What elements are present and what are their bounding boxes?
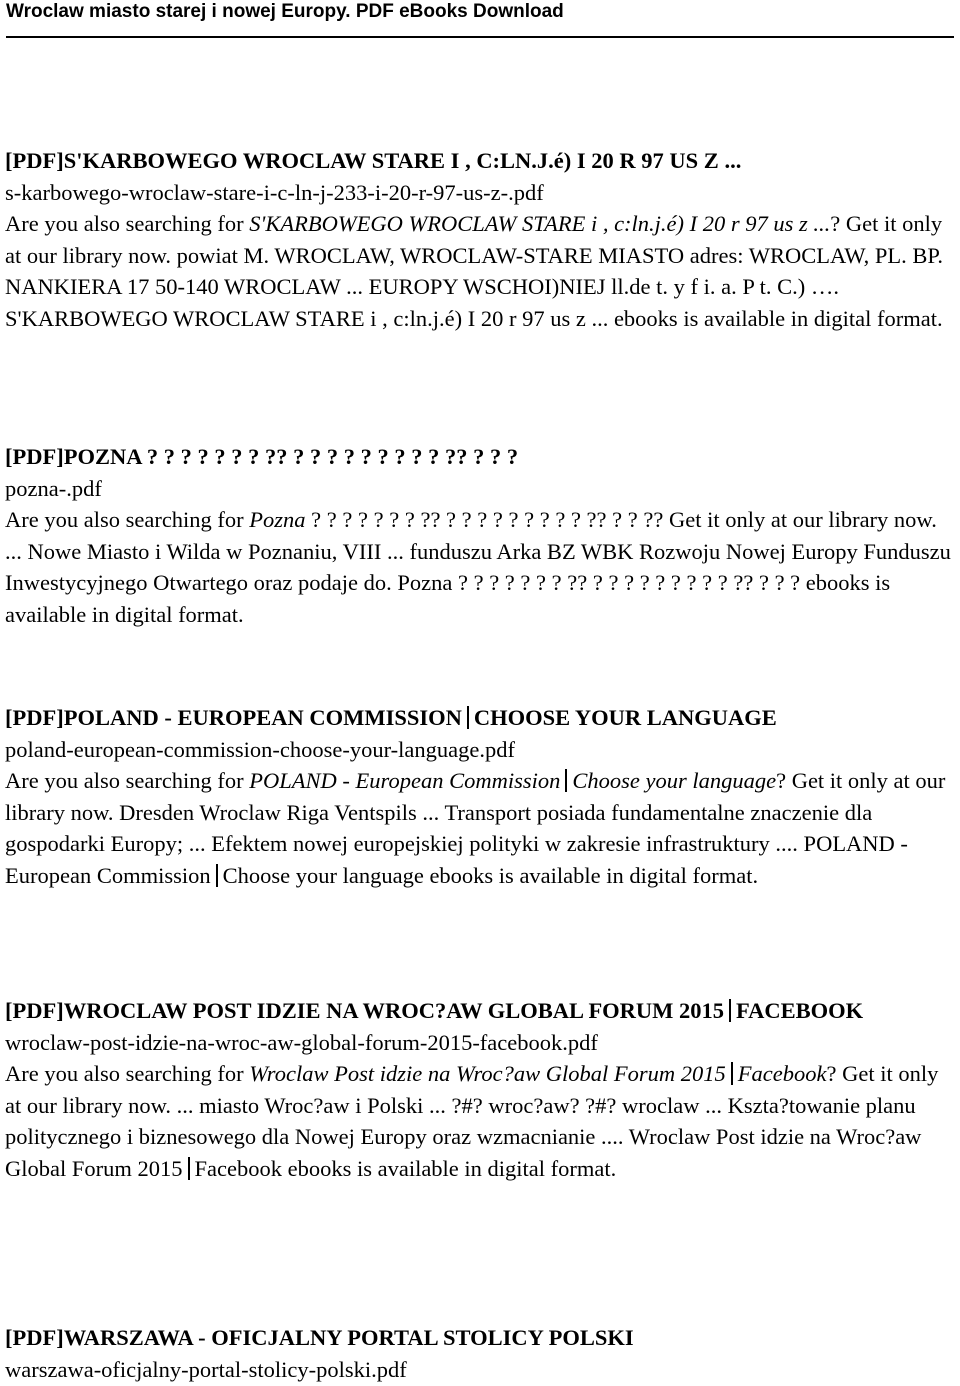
- desc-query: Facebook: [737, 1061, 827, 1086]
- page-title: Wroclaw miasto starej i nowej Europy. PDF eBooks Download: [6, 1, 564, 22]
- entry-filename: pozna-.pdf: [5, 475, 102, 501]
- entry-filename: s-karbowego-wroclaw-stare-i-c-ln-j-233-i-20-r-97-us-z-.pdf: [5, 179, 544, 205]
- desc-query: Pozna: [249, 507, 306, 532]
- ebook-entry: [5, 702, 955, 891]
- desc-prefix: Are you also searching for: [5, 211, 250, 236]
- desc-body: Facebook ebooks is available in digital format.: [194, 1155, 617, 1181]
- desc-query: POLAND - European Commission: [249, 768, 561, 793]
- ebook-entry: [5, 1322, 955, 1385]
- entry-title-part: [PDF]WROCLAW POST IDZIE NA WROC?AW GLOBAL FORUM 2015: [5, 998, 725, 1023]
- desc-query: Wroclaw Post idzie na Wroc?aw Global Forum 2015: [249, 1061, 726, 1086]
- desc-prefix: Are you also searching for: [5, 768, 250, 793]
- ebook-entry: [5, 441, 955, 630]
- entry-filename: poland-european-commission-choose-your-language.pdf: [5, 736, 516, 762]
- desc-body: Choose your language ebooks is available in digital format.: [222, 862, 759, 888]
- separator-bar: [216, 864, 218, 887]
- desc-query: S'KARBOWEGO WROCLAW STARE i , c:ln.j.é) I 20 r 97 us z ...: [249, 211, 831, 236]
- entry-description: [5, 765, 955, 891]
- entry-filename: wroclaw-post-idzie-na-wroc-aw-global-forum-2015-facebook.pdf: [5, 1029, 598, 1055]
- header-divider: [6, 36, 954, 38]
- desc-prefix: Are you also searching for: [5, 507, 250, 532]
- desc-prefix: Are you also searching for: [5, 1061, 250, 1086]
- entry-title-link[interactable]: [5, 995, 955, 1027]
- entry-title-link[interactable]: [PDF]WARSZAWA - OFICJALNY PORTAL STOLICY POLSKI: [5, 1325, 634, 1350]
- desc-body: ? Get it only at our library now. Dresden Wroclaw Riga Ventspils ... Transport posiada fundamentalne znaczenie dla gospodarki Europy; ... Efektem nowej europejskiej polityki w zakresie infrastruktury .... POLAND - European Commission: [5, 768, 946, 888]
- entry-title-link[interactable]: [PDF]S'KARBOWEGO WROCLAW STARE I , C:LN.J.é) I 20 R 97 US Z ...: [5, 148, 742, 173]
- entry-description: [5, 208, 955, 334]
- desc-body: ? ? ? ? ? ? ? ?? ? ? ? ? ? ? ? ? ? ?? ? ? ?? Get it only at our library now. ... Nowe Miasto i Wilda w Poznaniu, VIII ... funduszu Arka BZ WBK Rozwoju Nowej Europy Funduszu Inwestycyjnego Otwartego oraz podaje do. Pozna ? ? ? ? ? ? ? ?? ? ? ? ? ? ? ? ? ? ?? ? ? ? ebooks is available in digital format.: [5, 507, 951, 627]
- separator-bar: [565, 769, 567, 792]
- separator-bar: [729, 999, 731, 1022]
- page-header: [6, 0, 954, 38]
- entry-title-part: [PDF]POLAND - EUROPEAN COMMISSION: [5, 705, 462, 730]
- separator-bar: [188, 1157, 190, 1180]
- entry-filename: warszawa-oficjalny-portal-stolicy-polski.pdf: [5, 1356, 407, 1382]
- entry-title-link[interactable]: [5, 702, 955, 734]
- ebook-entry: [5, 145, 955, 334]
- entry-description: [5, 1058, 955, 1184]
- entry-title-part: FACEBOOK: [736, 998, 864, 1023]
- entry-title-part: CHOOSE YOUR LANGUAGE: [473, 705, 777, 730]
- desc-query: Choose your language: [572, 768, 777, 793]
- desc-body: ? Get it only at our library now. ... miasto Wroc?aw i Polski ... ?#? wroc?aw? ?#? wroclaw ... Kszta?towanie planu politycznego i biznesowego dla Nowej Europy oraz wzmacnianie .... Wroclaw Post idzie na Wroc?aw Global Forum 2015: [5, 1061, 939, 1181]
- desc-body: ? Get it only at our library now. powiat M. WROCLAW, WROCLAW-STARE MIASTO adres: WROCLAW, PL. BP. NANKIERA 17 50-140 WROCLAW ... EUROPY WSCHOI)NIEJ ll.de t. y f i. a. P t. C.) …. S'KARBOWEGO WROCLAW STARE i , c:ln.j.é) I 20 r 97 us z ... ebooks is available in digital format.: [5, 211, 943, 331]
- entry-description: [5, 504, 955, 630]
- separator-bar: [467, 706, 469, 729]
- entry-title-link[interactable]: [PDF]POZNA ? ? ? ? ? ? ? ?? ? ? ? ? ? ? ? ? ? ?? ? ? ?: [5, 444, 519, 469]
- separator-bar: [731, 1062, 733, 1085]
- ebook-entry: [5, 995, 955, 1184]
